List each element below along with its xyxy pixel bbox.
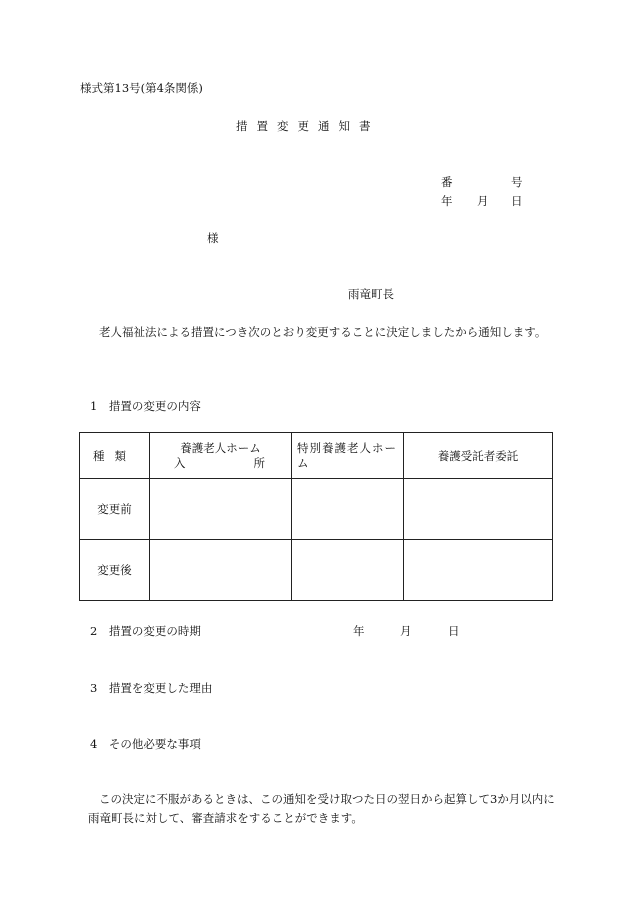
section-3-heading: 3 措置を変更した理由 [90, 681, 213, 695]
appeal-notice: この決定に不服があるときは、この通知を受け取つた日の翌日から起算して3か月以内に雨竜町長に対して、審査請求をすることができます。 [88, 792, 555, 825]
header-nursing-home-sho: 所 [253, 455, 265, 470]
issuer-name: 雨竜町長 [348, 287, 394, 301]
header-type: 種類 [80, 433, 150, 479]
row-label-before: 変更前 [80, 479, 150, 540]
header-special-nursing-home: 特別養護老人ホーム [292, 433, 404, 479]
number-label-go: 号 [511, 175, 523, 189]
date-day-label: 日 [511, 194, 523, 208]
date-month-label: 月 [477, 194, 489, 208]
section-1-heading: 1 措置の変更の内容 [90, 399, 201, 413]
form-number: 様式第13号(第4条関係) [80, 81, 203, 95]
cell-after-special [292, 540, 404, 601]
cell-after-entrusted [404, 540, 553, 601]
date-year-label: 年 [441, 194, 453, 208]
schedule-day-label: 日 [448, 624, 460, 638]
schedule-year-label: 年 [353, 624, 365, 638]
section-4-heading: 4 その他必要な事項 [90, 737, 201, 751]
cell-before-nursing [150, 479, 292, 540]
number-label-ban: 番 [441, 175, 453, 189]
section-2-heading: 2 措置の変更の時期 [90, 624, 201, 638]
schedule-month-label: 月 [400, 624, 412, 638]
cell-before-special [292, 479, 404, 540]
document-title-text: 措置変更通知書 [236, 119, 380, 133]
change-details-table [79, 432, 553, 601]
row-label-after: 変更後 [80, 540, 150, 601]
header-nursing-home: 養護老人ホーム 入 所 [150, 433, 292, 479]
header-nursing-home-nyu: 入 [174, 455, 186, 470]
table-row [80, 479, 553, 540]
addressee-suffix: 様 [207, 231, 219, 245]
header-entrusted-care: 養護受託者委託 [404, 433, 553, 479]
cell-after-nursing [150, 540, 292, 601]
cell-before-entrusted [404, 479, 553, 540]
intro-paragraph: 老人福祉法による措置につき次のとおり変更することに決定しましたから通知します。 [99, 325, 547, 339]
table-header-row [80, 433, 553, 479]
table-row [80, 540, 553, 601]
